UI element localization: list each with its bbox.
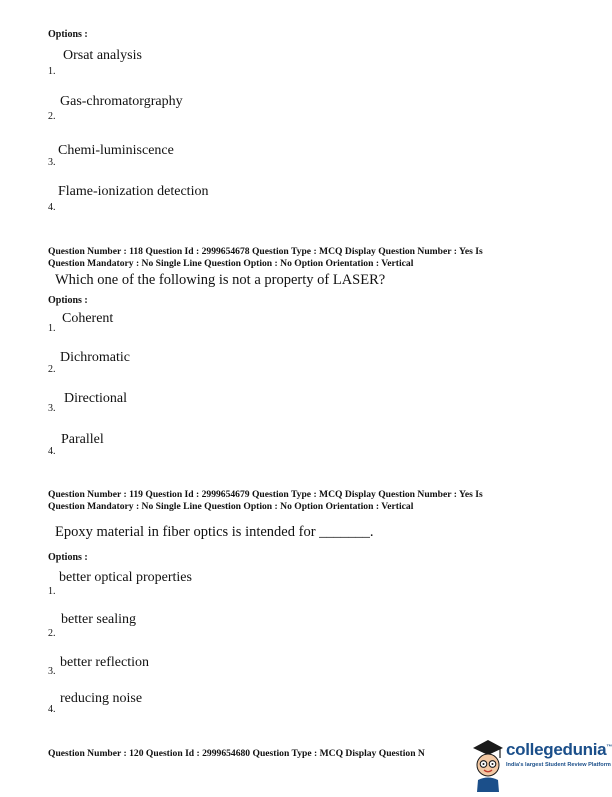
option-number: 2. xyxy=(48,364,56,375)
option-number: 2. xyxy=(48,628,56,639)
option-number: 4. xyxy=(48,202,56,213)
option-number: 3. xyxy=(48,403,56,414)
question-text: Which one of the following is not a property of LASER? xyxy=(55,272,386,288)
collegedunia-logo xyxy=(470,734,612,792)
option-text: Orsat analysis xyxy=(63,48,142,63)
option-number: 3. xyxy=(48,157,56,168)
question-meta: Question Number : 118 Question Id : 2999654678 Question Type : MCQ Display Question Number : Yes Is xyxy=(48,246,483,257)
logo-name: collegedunia™ xyxy=(506,740,612,759)
student-mascot-icon xyxy=(470,734,506,792)
option-text: better optical properties xyxy=(59,570,192,585)
option-text: Directional xyxy=(64,391,127,406)
options-label: Options : xyxy=(48,295,88,306)
question-text: Epoxy material in fiber optics is intended for _______. xyxy=(55,524,374,540)
option-number: 1. xyxy=(48,66,56,77)
option-text: Dichromatic xyxy=(60,350,130,365)
question-meta: Question Mandatory : No Single Line Question Option : No Option Orientation : Vertical xyxy=(48,501,414,512)
option-number: 4. xyxy=(48,704,56,715)
logo-tagline: India's largest Student Review Platform xyxy=(506,762,611,768)
question-meta: Question Number : 120 Question Id : 2999654680 Question Type : MCQ Display Question N xyxy=(48,748,425,759)
options-label: Options : xyxy=(48,29,88,40)
option-text: reducing noise xyxy=(60,691,143,706)
option-number: 1. xyxy=(48,586,56,597)
option-number: 2. xyxy=(48,111,56,122)
option-number: 4. xyxy=(48,446,56,457)
question-meta: Question Number : 119 Question Id : 2999654679 Question Type : MCQ Display Question Number : Yes Is xyxy=(48,489,483,500)
options-label: Options : xyxy=(48,552,88,563)
question-meta: Question Mandatory : No Single Line Question Option : No Option Orientation : Vertical xyxy=(48,258,414,269)
option-text: better sealing xyxy=(61,612,137,627)
option-text: Gas-chromatorgraphy xyxy=(60,94,183,109)
option-text: Coherent xyxy=(62,311,114,326)
option-number: 3. xyxy=(48,666,56,677)
option-text: better reflection xyxy=(60,655,150,670)
option-text: Chemi-luminiscence xyxy=(58,143,174,158)
option-text: Flame-ionization detection xyxy=(58,184,209,199)
option-number: 1. xyxy=(48,323,56,334)
option-text: Parallel xyxy=(61,432,104,447)
